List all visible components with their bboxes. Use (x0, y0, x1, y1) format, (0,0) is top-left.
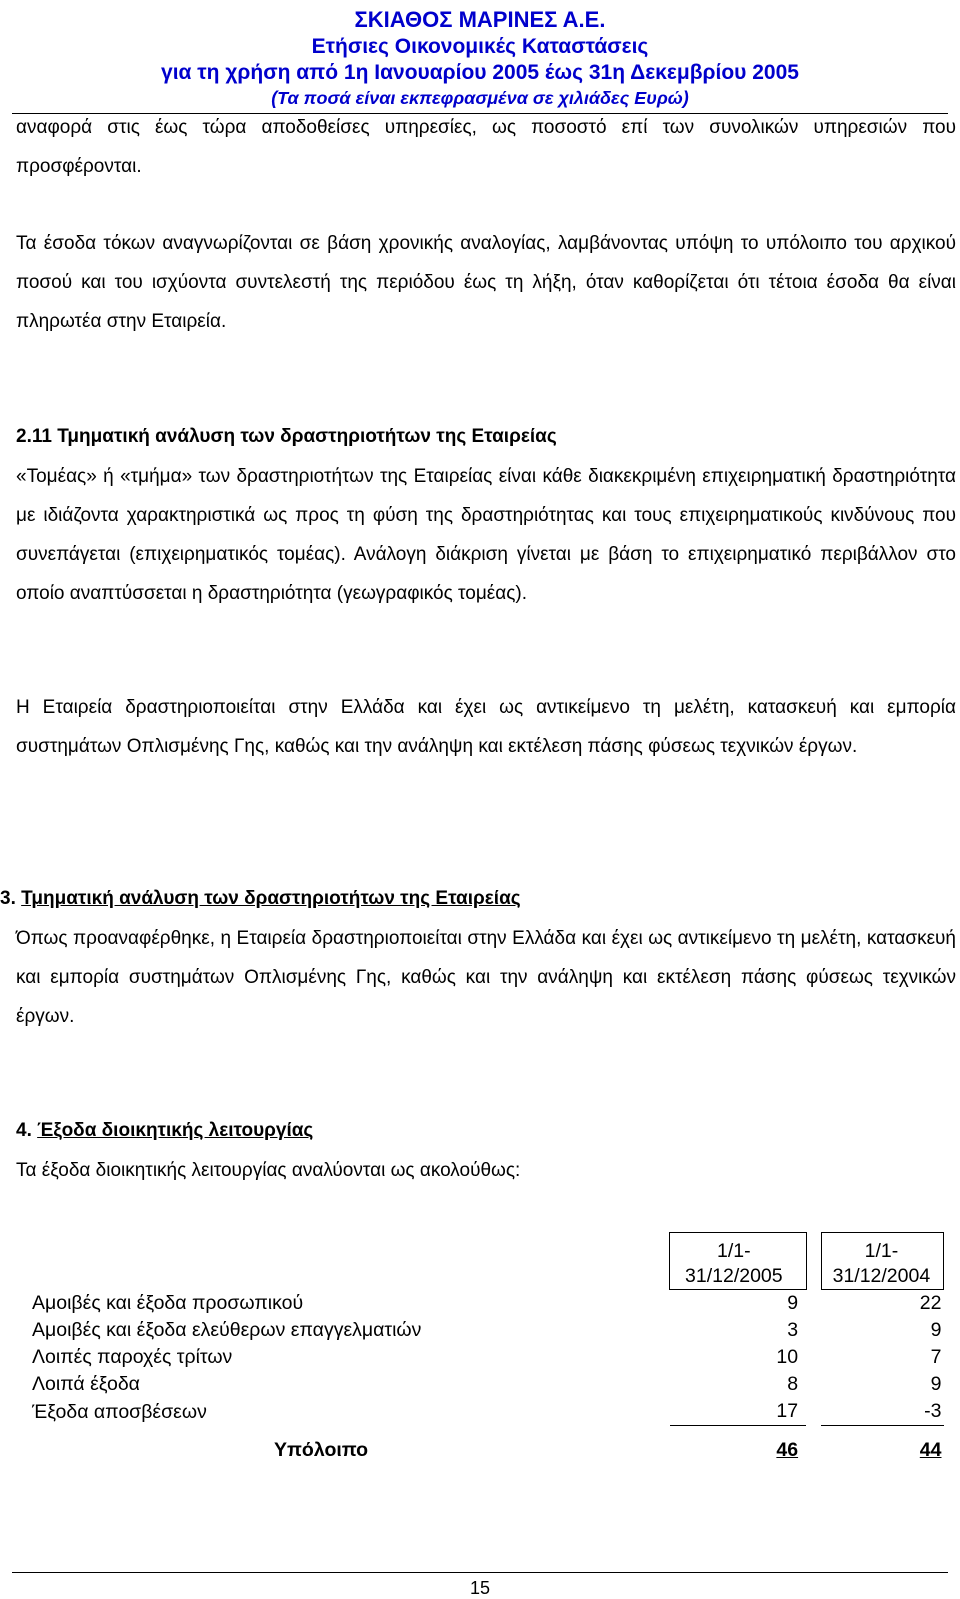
value-2004: 7 (930, 1346, 942, 1368)
paragraph-admin-expenses-intro: Τα έξοδα διοικητικής λειτουργίας αναλύονται ως ακολούθως: (16, 1160, 521, 1181)
table-header-row (32, 1233, 944, 1290)
report-period: για τη χρήση από 1η Ιανουαρίου 2005 έως 31η Δεκεμβρίου 2005 (161, 61, 799, 84)
table-row (32, 1398, 944, 1426)
value-2004: 9 (930, 1373, 942, 1395)
table-row (32, 1344, 944, 1371)
section-4-title: Έξοδα διοικητικής λειτουργίας (37, 1120, 314, 1141)
section-3-number: 3. (0, 888, 16, 909)
footer-divider (12, 1572, 948, 1573)
table-row (32, 1290, 944, 1318)
section-2-11-heading: 2.11 Τμηματική ανάλυση των δραστηριοτήτων της Εταιρείας (16, 426, 557, 447)
total-label: Υπόλοιπο (274, 1439, 369, 1461)
report-title: Ετήσιες Οικονομικές Καταστάσεις (311, 35, 649, 58)
admin-expenses-table (32, 1232, 944, 1464)
row-label: Λοιπά έξοδα (32, 1373, 140, 1395)
section-3-heading (0, 886, 521, 912)
row-label: Λοιπές παροχές τρίτων (32, 1346, 233, 1368)
value-2004: -3 (821, 1398, 943, 1426)
section-4-number: 4. (16, 1120, 32, 1141)
table-row (32, 1317, 944, 1344)
page-header (0, 6, 960, 110)
company-name: ΣΚΙΑΘΟΣ ΜΑΡΙΝΕΣ Α.Ε. (354, 7, 606, 32)
row-label: Αμοιβές και έξοδα ελεύθερων επαγγελματιών (32, 1319, 422, 1341)
value-2004: 9 (930, 1319, 942, 1341)
table-row (32, 1371, 944, 1398)
paragraph-interest-income: Τα έσοδα τόκων αναγνωρίζονται σε βάση χρονικής αναλογίας, λαμβάνοντας υπόψη το υπόλοιπο του αρχικού ποσού και του ισχύοντα συντελεστή της περιόδου έως τη λήξη, όταν καθορίζεται ότι τέτοια έσοδα θα είναι πληρωτέα στην Εταιρεία. (16, 233, 956, 332)
value-2005: 10 (776, 1346, 799, 1368)
row-label: Έξοδα αποσβέσεων (32, 1400, 207, 1423)
value-2005: 17 (670, 1398, 806, 1426)
paragraph-company-activity: Η Εταιρεία δραστηριοποιείται στην Ελλάδα και έχει ως αντικείμενο τη μελέτη, κατασκευή και εμπορία συστημάτων Οπλισμένης Γης, καθώς και την ανάληψη και εκτέλεση πάσης φύσεως τεχνικών έργων. (16, 697, 956, 757)
column-header-2004: 1/1- 31/12/2004 (821, 1233, 943, 1290)
section-3-title: Τμηματική ανάλυση των δραστηριοτήτων της Εταιρείας (21, 888, 521, 909)
section-4-heading (16, 1118, 313, 1144)
value-2005: 9 (787, 1292, 799, 1314)
paragraph-segment-analysis: Όπως προαναφέρθηκε, η Εταιρεία δραστηριοποιείται στην Ελλάδα και έχει ως αντικείμενο τη μελέτη, κατασκευή και εμπορία συστημάτων Οπλισμένης Γης, καθώς και την ανάληψη και εκτέλεση πάσης φύσεως τεχνικών έργων. (16, 928, 956, 1027)
value-2005: 3 (787, 1319, 799, 1341)
row-label: Αμοιβές και έξοδα προσωπικού (32, 1292, 304, 1314)
value-2004: 22 (919, 1292, 942, 1314)
total-2005: 46 (776, 1439, 799, 1461)
table-total-row (32, 1426, 944, 1465)
column-header-2005: 1/1- 31/12/2005 (670, 1233, 806, 1290)
value-2005: 8 (787, 1373, 799, 1395)
paragraph-revenue-services: αναφορά στις έως τώρα αποδοθείσες υπηρεσίες, ως ποσοστό επί των συνολικών υπηρεσιών που προσφέρονται. (16, 117, 956, 177)
units-note: (Τα ποσά είναι εκπεφρασμένα σε χιλιάδες Ευρώ) (271, 88, 689, 108)
page-number: 15 (469, 1578, 491, 1598)
total-2004: 44 (919, 1439, 942, 1461)
paragraph-segment-definition: «Τομέας» ή «τμήμα» των δραστηριοτήτων της Εταιρείας είναι κάθε διακεκριμένη επιχειρηματική δραστηριότητα με ιδιάζοντα χαρακτηριστικά ως προς τη φύση της δραστηριότητας και τους επιχειρηματικούς κινδύνους που συνεπάγεται (επιχειρηματικός τομέας). Ανάλογη διάκριση γίνεται με βάση το επιχειρηματικό περιβάλλον στο οποίο αναπτύσσεται η δραστηριότητα (γεωγραφικός τομέας). (16, 466, 956, 604)
